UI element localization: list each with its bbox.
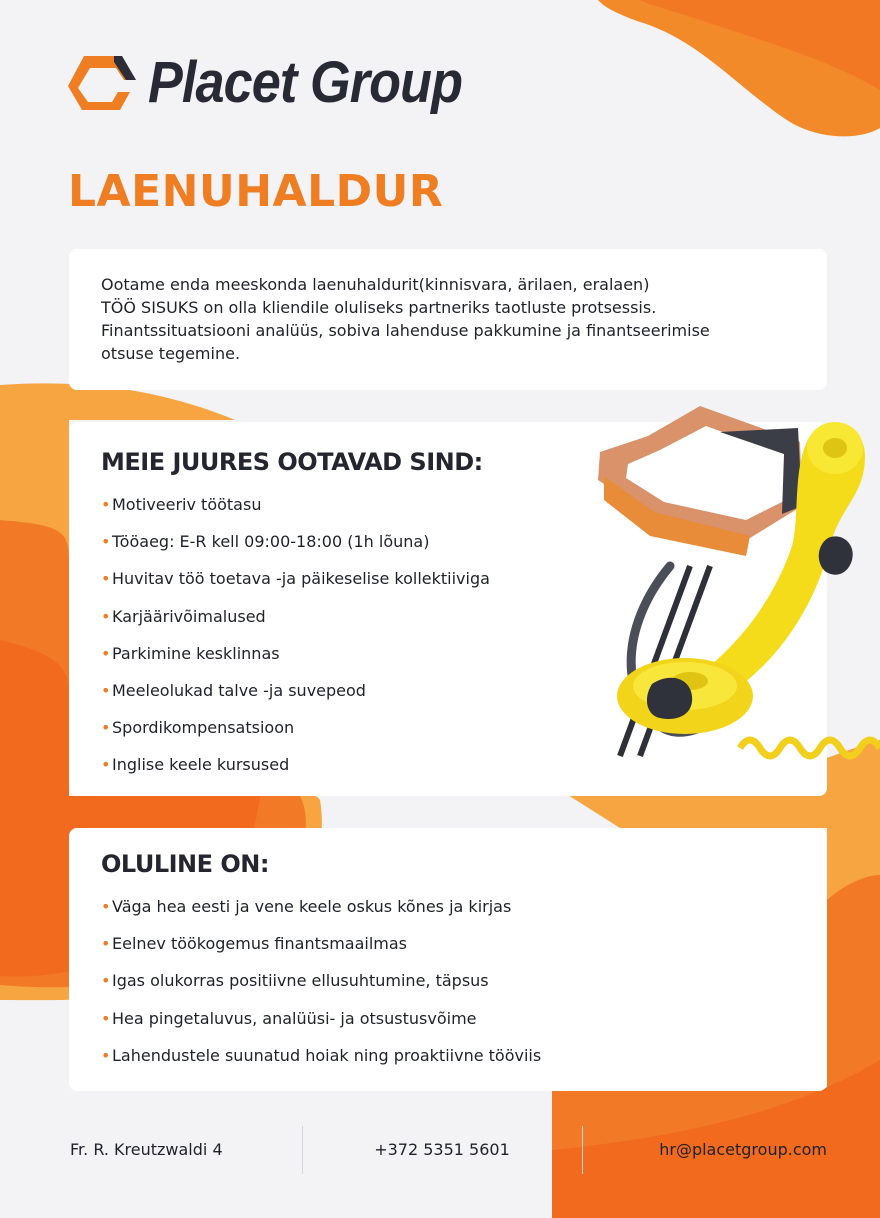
intro-line: Finantssituatsiooni analüüs, sobiva lahenduse pakkumine ja finantseerimise [101, 321, 710, 340]
list-item: • Igas olukorras positiivne ellusuhtumine, täpsus [101, 962, 795, 999]
telephone-handset-icon [560, 396, 880, 780]
footer [0, 1126, 880, 1174]
intro-line: otsuse tegemine. [101, 344, 241, 363]
requirements-card [69, 828, 827, 1091]
hexagon-logo-icon [66, 52, 138, 114]
list-item: • Motiveeriv töötasu [101, 486, 795, 523]
list-item: • Meeleolukad talve -ja suvepeod [101, 672, 795, 709]
list-item: • Tööaeg: E-R kell 09:00-18:00 (1h lõuna) [101, 523, 795, 560]
footer-address: Fr. R. Kreutzwaldi 4 [70, 1140, 223, 1159]
list-item: • Inglise keele kursused [101, 746, 795, 783]
footer-divider [582, 1126, 583, 1174]
footer-email[interactable]: hr@placetgroup.com [659, 1140, 827, 1159]
list-item: • Karjäärivõimalused [101, 598, 795, 635]
brand-name: Placet Group [148, 50, 463, 115]
list-item: • Lahendustele suunatud hoiak ning proaktiivne tööviis [101, 1037, 795, 1074]
list-item: • Väga hea eesti ja vene keele oskus kõnes ja kirjas [101, 888, 795, 925]
requirements-title: OLULINE ON: [101, 850, 269, 878]
brand-logo [66, 52, 497, 114]
list-item: • Huvitav töö toetava -ja päikeselise kollektiiviga [101, 560, 795, 597]
footer-phone[interactable]: +372 5351 5601 [374, 1140, 510, 1159]
requirements-list [101, 888, 795, 1074]
list-item: • Hea pingetaluvus, analüüsi- ja otsustusvõime [101, 1000, 795, 1037]
benefits-title: MEIE JUURES OOTAVAD SIND: [101, 448, 483, 476]
intro-line: Ootame enda meeskonda laenuhaldurit(kinnisvara, ärilaen, eralaen) [101, 275, 650, 294]
list-item: • Parkimine kesklinnas [101, 635, 795, 672]
intro-card [69, 249, 827, 390]
list-item: • Eelnev töökogemus finantsmaailmas [101, 925, 795, 962]
job-title: LAENUHALDUR [68, 166, 444, 217]
list-item: • Spordikompensatsioon [101, 709, 795, 746]
intro-line: TÖÖ SISUKS on olla kliendile oluliseks partneriks taotluste protsessis. [101, 298, 657, 317]
